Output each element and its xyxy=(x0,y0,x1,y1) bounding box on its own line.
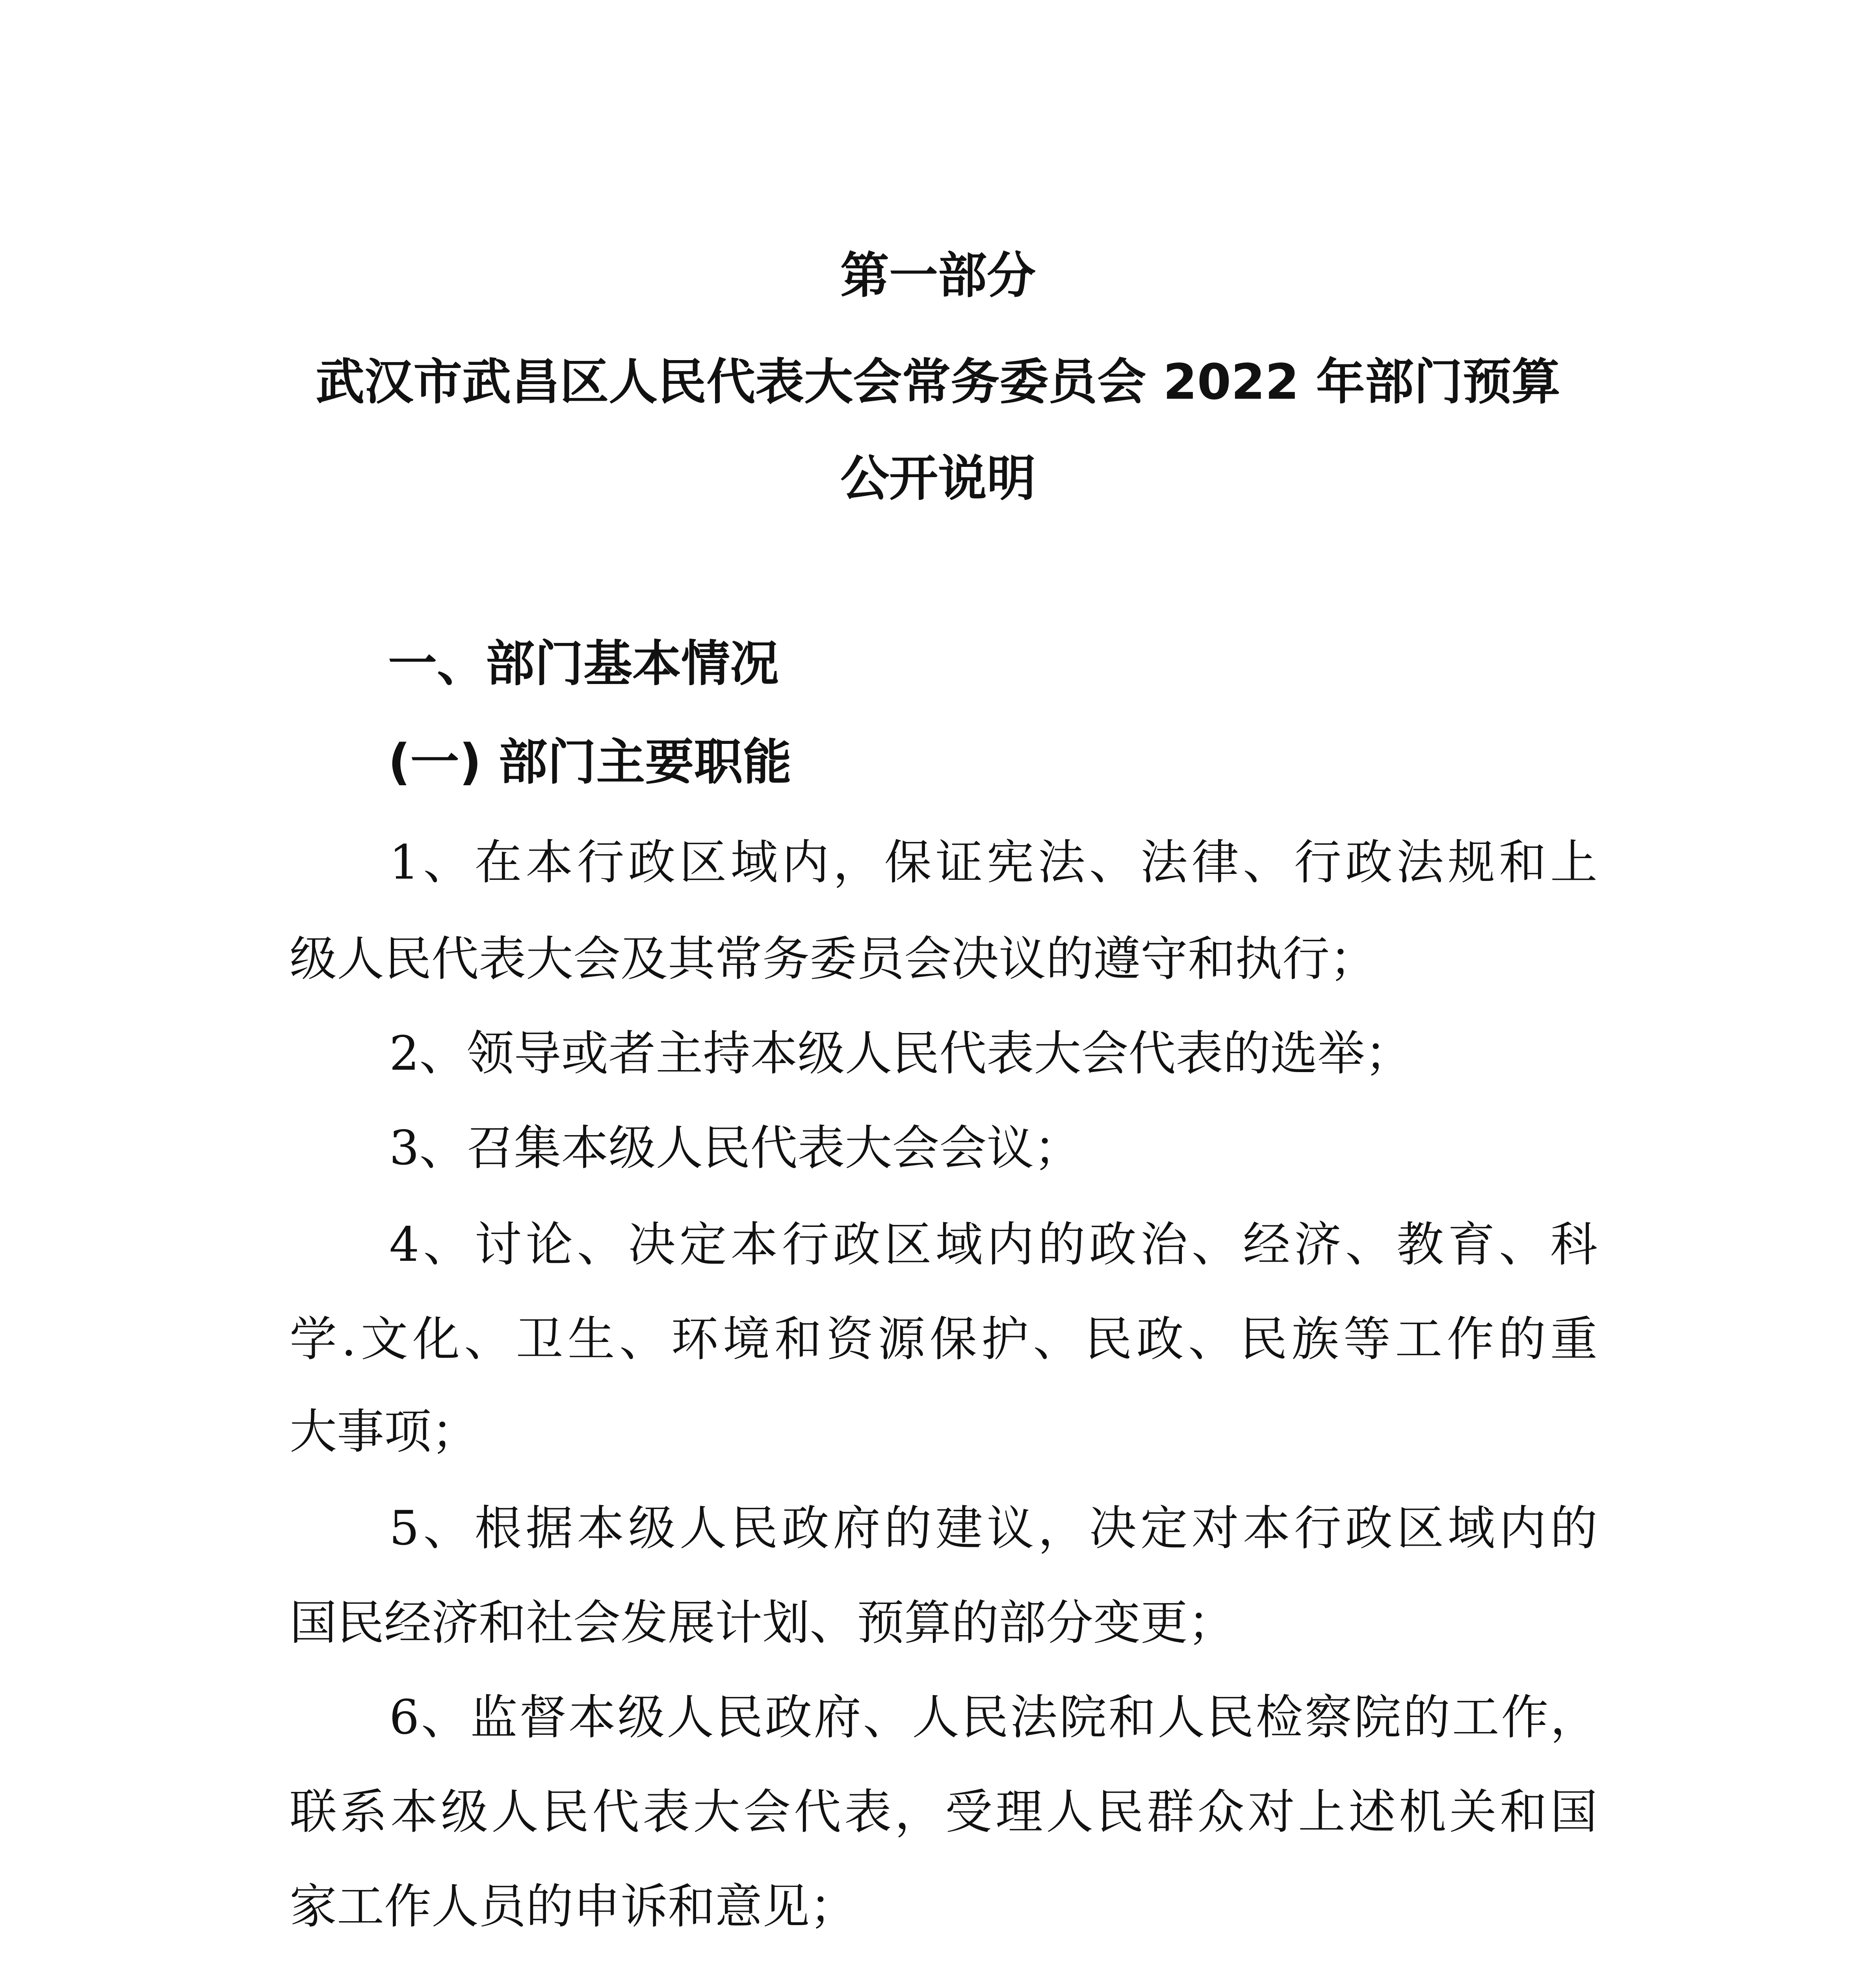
paragraph-5-line-1: 5、根据本级人民政府的建议，决定对本行政区域内的 xyxy=(389,1501,1597,1556)
paragraph-5-line-2: 国民经济和社会发展计划、预算的部分变更； xyxy=(290,1596,1235,1650)
paragraph-3-line-1: 3、召集本级人民代表大会会议； xyxy=(389,1121,1081,1176)
paragraph-2-line-1: 2、领导或者主持本级人民代表大会代表的选举； xyxy=(389,1026,1412,1081)
section-heading: 一、部门基本情况 xyxy=(388,636,779,692)
title-line-part: 第一部分 xyxy=(840,247,1036,304)
paragraph-4-line-3: 大事项； xyxy=(290,1405,479,1459)
title-line-sub: 公开说明 xyxy=(840,450,1036,507)
paragraph-4-line-2: 学.文化、卫生、环境和资源保护、民政、民族等工作的重 xyxy=(290,1312,1597,1367)
paragraph-4-line-1: 4、讨论、决定本行政区域内的政治、经济、教育、科 xyxy=(389,1217,1597,1272)
paragraph-1-line-1: 1、在本行政区域内，保证宪法、法律、行政法规和上 xyxy=(389,835,1597,890)
paragraph-6-line-1: 6、监督本级人民政府、人民法院和人民检察院的工作， xyxy=(389,1690,1597,1745)
subsection-heading: (一) 部门主要职能 xyxy=(388,734,792,791)
paragraph-6-line-3: 家工作人员的申诉和意见； xyxy=(290,1879,857,1934)
title-line-main: 武汉市武昌区人民代表大会常务委员会 2022 年部门预算 xyxy=(316,354,1560,411)
paragraph-6-line-2: 联系本级人民代表大会代表，受理人民群众对上述机关和国 xyxy=(290,1785,1597,1840)
paragraph-1-line-2: 级人民代表大会及其常务委员会决议的遵守和执行； xyxy=(290,932,1377,987)
